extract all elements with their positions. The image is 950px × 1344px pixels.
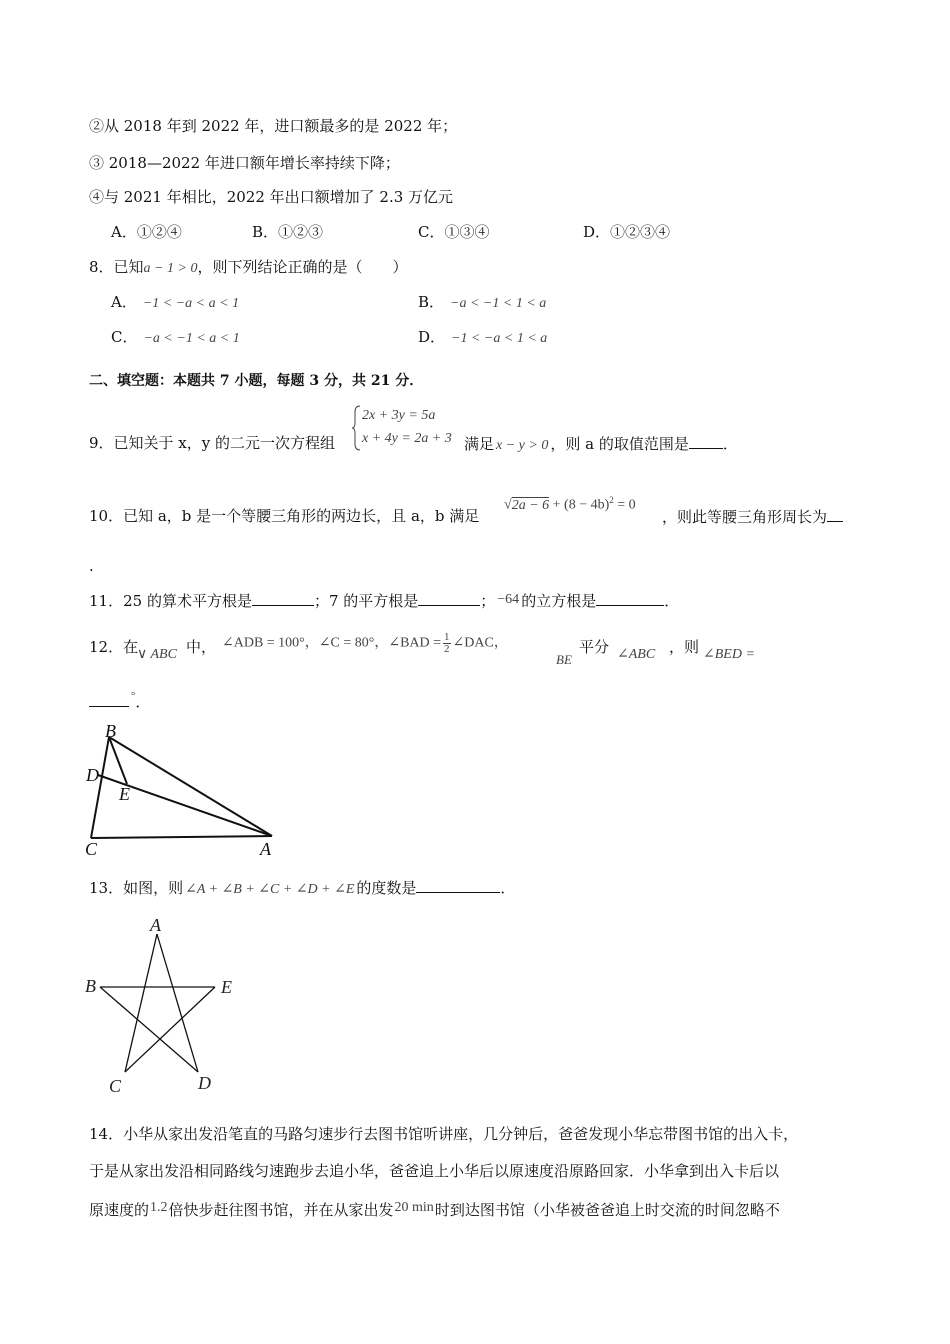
q8-prefix: 8．已知 xyxy=(89,258,144,276)
label-d: D xyxy=(198,1073,211,1093)
q10-dot: . xyxy=(89,557,94,575)
q7-statement-2: ②从 2018 年到 2022 年，进口额最多的是 2022 年； xyxy=(89,117,458,135)
q11-blank-2[interactable] xyxy=(418,590,480,606)
q10-answer-blank[interactable] xyxy=(827,506,843,522)
q11-blank-3[interactable] xyxy=(596,590,664,606)
option-label: C． xyxy=(111,328,138,346)
q7-option-d[interactable] xyxy=(583,222,670,242)
q12-triangle-figure xyxy=(80,718,290,860)
q12-cond-1: ∠ADB = 100°，∠C = 80°，∠BAD = xyxy=(222,635,442,651)
option-label: B． xyxy=(418,293,445,311)
q8-option-a[interactable] xyxy=(111,292,239,314)
label-e: E xyxy=(119,784,130,804)
q12-bisect: 平分 xyxy=(579,638,610,656)
q14-line-3 xyxy=(89,1198,780,1220)
q10-suffix: ，则此等腰三角形周长为 xyxy=(662,508,828,526)
q14-factor: 1.2 xyxy=(150,1200,168,1215)
q7-statement-3: ③ 2018—2022 年进口额年增长率持续下降； xyxy=(89,154,400,172)
label-b: B xyxy=(85,976,96,996)
q12-answer-blank[interactable] xyxy=(89,691,129,707)
option-expr: −a < −1 < 1 < a xyxy=(450,296,547,311)
q10-sqrt-inner: 2a − 6 xyxy=(511,497,550,513)
q10-exponent: 2 xyxy=(609,495,614,505)
q9-brace xyxy=(352,404,362,452)
q13-line xyxy=(89,877,515,900)
q13-expression: ∠A + ∠B + ∠C + ∠D + ∠E xyxy=(185,882,355,897)
q7-statement-4: ④与 2021 年相比，2022 年出口额增加了 2.3 万亿元 xyxy=(89,188,454,206)
label-c: C xyxy=(85,839,98,859)
line-ad xyxy=(157,934,198,1072)
q12-triangle: ∨ ABC xyxy=(137,647,177,662)
frac-denominator: 2 xyxy=(444,643,450,655)
q8-option-b[interactable] xyxy=(418,292,546,314)
q14-time: 20 min xyxy=(394,1200,434,1215)
q11-end: ． xyxy=(664,592,680,610)
option-label: A． xyxy=(111,293,137,311)
q12-degree: ° xyxy=(131,690,136,702)
option-label: A． xyxy=(111,223,137,241)
label-e: E xyxy=(221,977,232,997)
q11-part3-pre: ； xyxy=(480,592,496,610)
sqrt-icon: √ xyxy=(504,497,512,513)
line-ec xyxy=(125,987,215,1072)
q14-line3-b: 倍快步赶往图书馆，并在从家出发 xyxy=(168,1201,394,1219)
option-text: ①②③ xyxy=(278,223,324,241)
section-title: 二、填空题：本题共 7 小题，每题 3 分，共 21 分． xyxy=(89,373,424,389)
q10-equation xyxy=(504,490,636,516)
option-expr: −1 < −a < 1 < a xyxy=(451,331,548,346)
q12-answer-line xyxy=(89,686,150,712)
line-ac xyxy=(125,934,157,1072)
q11-part2: ；7 的平方根是 xyxy=(313,592,419,610)
q12-be: BE xyxy=(556,652,572,667)
q9-mid: 满足 xyxy=(464,435,495,453)
q8-suffix: ，则下列结论正确的是（ ） xyxy=(197,258,408,276)
frac-numerator: 1 xyxy=(444,631,450,643)
q14-line3-a: 原速度的 xyxy=(89,1201,150,1219)
option-expr: −a < −1 < a < 1 xyxy=(143,331,240,346)
segment-be xyxy=(109,737,127,784)
q9-equation-1: 2x + 3y = 5a xyxy=(362,408,436,423)
q13-end: ． xyxy=(500,879,516,897)
q12-fraction xyxy=(443,632,451,655)
q7-option-c[interactable] xyxy=(418,222,490,242)
q9-equation-2: x + 4y = 2a + 3 xyxy=(362,431,452,446)
q13-answer-blank[interactable] xyxy=(416,877,500,893)
q9-end: ． xyxy=(722,435,738,453)
q12-prefix: 12．在 xyxy=(89,638,139,656)
q11-part3: 的立方根是 xyxy=(521,592,597,610)
q12-mid: 中， xyxy=(186,638,217,656)
label-d: D xyxy=(86,765,99,785)
q10-prefix: 10．已知 a，b 是一个等腰三角形的两边长，且 a，b 满足 xyxy=(89,507,480,525)
side-ca xyxy=(91,836,272,838)
q12-bed: ∠BED = xyxy=(703,647,755,662)
q9-answer-blank[interactable] xyxy=(689,433,723,449)
side-bc xyxy=(91,737,109,838)
line-bd xyxy=(100,987,198,1072)
label-a: A xyxy=(260,839,271,859)
q14-line3-c: 时到达图书馆（小华被爸爸追上时交流的时间忽略不 xyxy=(434,1201,780,1219)
q9-condition: x − y > 0 xyxy=(496,438,549,453)
q12-abc: ∠ABC xyxy=(617,647,656,662)
q9-prefix: 9．已知关于 x，y 的二元一次方程组 xyxy=(89,434,336,452)
q9-rest xyxy=(464,433,738,456)
label-b: B xyxy=(105,721,116,741)
q8-stem xyxy=(89,257,407,279)
option-label: D． xyxy=(583,223,611,241)
q12-conditions xyxy=(222,632,508,655)
brace-icon xyxy=(352,404,362,452)
q12-cond-2: ∠DAC， xyxy=(452,635,508,651)
q11-line xyxy=(89,590,679,611)
q12-end: ． xyxy=(135,693,151,711)
option-text: ①③④ xyxy=(444,223,490,241)
option-label: D． xyxy=(418,328,446,346)
q11-neg: −64 xyxy=(497,592,520,607)
q11-blank-1[interactable] xyxy=(252,590,314,606)
q9-suffix: ，则 a 的取值范围是 xyxy=(550,435,689,453)
q8-option-d[interactable] xyxy=(418,327,547,349)
q11-part1: 11．25 的算术平方根是 xyxy=(89,592,252,610)
option-text: ①②③④ xyxy=(610,223,671,241)
option-expr: −1 < −a < a < 1 xyxy=(142,296,240,311)
q7-option-a[interactable] xyxy=(111,222,182,242)
q13-suffix: 的度数是 xyxy=(356,879,417,897)
q12-then: ，则 xyxy=(669,638,700,656)
q8-condition: a − 1 > 0 xyxy=(143,261,198,276)
option-label: B． xyxy=(252,223,279,241)
option-text: ①②④ xyxy=(136,223,182,241)
q14-line-2: 于是从家出发沿相同路线匀速跑步去追小华，爸爸追上小华后以原速度沿原路回家．小华拿到出入卡后以 xyxy=(89,1162,780,1180)
label-a: A xyxy=(150,915,161,935)
q10-eq: = 0 xyxy=(613,497,636,513)
q7-option-b[interactable] xyxy=(252,222,323,242)
q10-rest: + (8 − 4b) xyxy=(549,497,610,513)
q10-suffix-line xyxy=(662,506,843,527)
option-label: C． xyxy=(418,223,445,241)
q14-line-1: 14．小华从家出发沿笔直的马路匀速步行去图书馆听讲座，几分钟后，爸爸发现小华忘带图书馆的出入卡， xyxy=(89,1125,799,1143)
q13-prefix: 13．如图，则 xyxy=(89,879,184,897)
q8-option-c[interactable] xyxy=(111,327,240,349)
label-c: C xyxy=(109,1076,122,1096)
q13-star-figure xyxy=(80,912,250,1097)
